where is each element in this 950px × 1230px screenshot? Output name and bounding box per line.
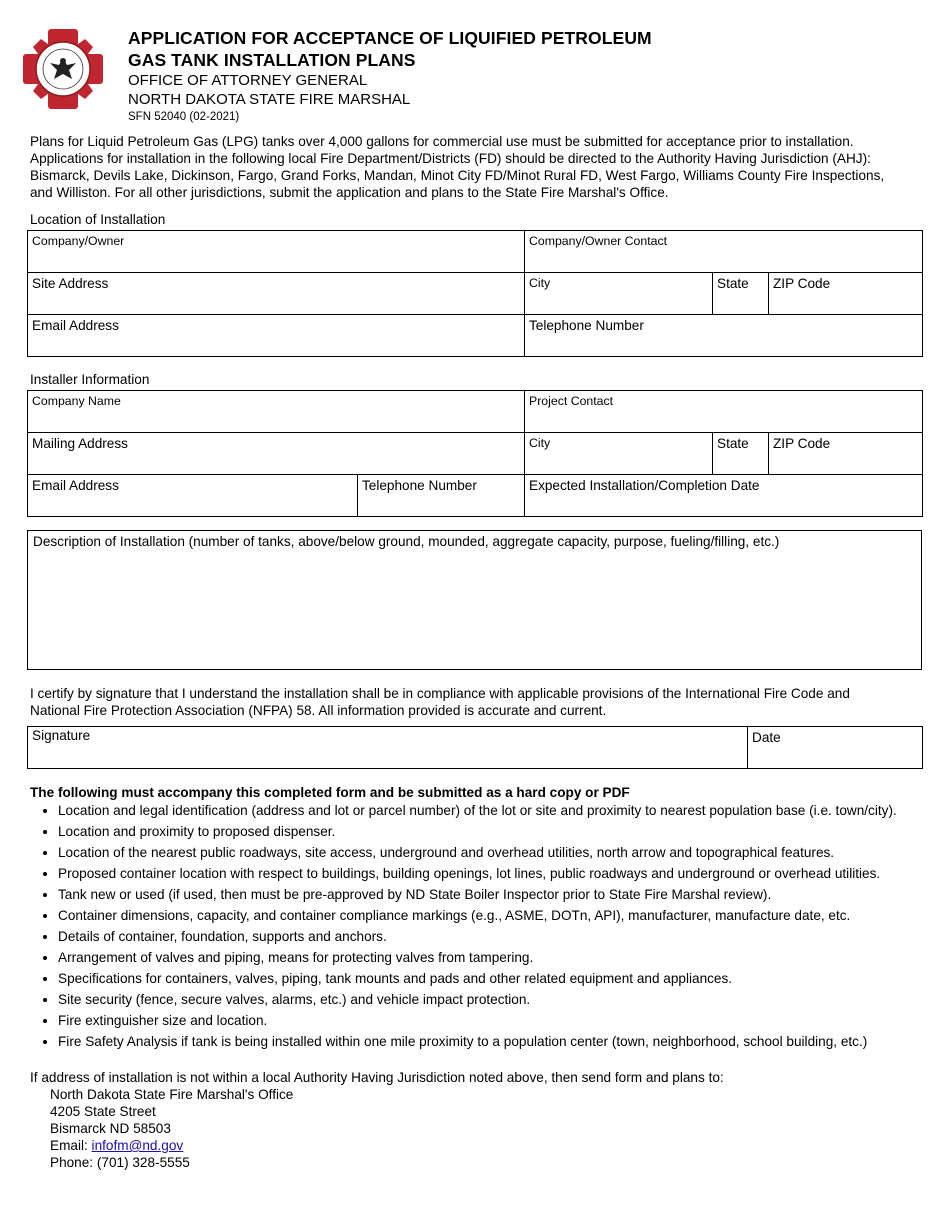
- mailing-address-field: [28, 433, 525, 475]
- intro-line: Applications for installation in the following local Fire Department/Districts (FD) should be directed to the Authority Having Jurisdiction (AHJ):: [30, 151, 871, 166]
- company-owner-contact-field: [525, 231, 923, 273]
- installer-state-input[interactable]: [717, 453, 764, 468]
- mailing-address-block: [50, 1086, 293, 1171]
- location-telephone-field: [525, 315, 923, 357]
- zip-label: ZIP Code: [773, 436, 831, 451]
- form-number: SFN 52040 (02-2021): [128, 111, 240, 123]
- intro-paragraph: [30, 133, 930, 201]
- requirement-item: • Location and legal identification (address and lot or parcel number) of the lot or site and proximity to nearest population base (i.e. town/city).: [58, 802, 950, 823]
- telephone-label: Telephone Number: [362, 478, 477, 493]
- requirement-item: • Arrangement of valves and piping, means for protecting valves from tampering.: [58, 949, 950, 970]
- location-table: [27, 230, 923, 357]
- mailing-street: 4205 State Street: [50, 1104, 156, 1119]
- form-title-line-2: GAS TANK INSTALLATION PLANS: [128, 50, 416, 70]
- state-label: State: [717, 276, 749, 291]
- installer-section-heading: Installer Information: [30, 372, 150, 387]
- telephone-label: Telephone Number: [529, 318, 644, 333]
- installer-telephone-field: [358, 475, 525, 517]
- requirement-item: • Site security (fence, secure valves, alarms, etc.) and vehicle impact protection.: [58, 991, 950, 1012]
- requirement-item: • Details of container, foundation, supports and anchors.: [58, 928, 950, 949]
- intro-line: and Williston. For all other jurisdictions, submit the application and plans to the State Fire Marshal's Office.: [30, 185, 669, 200]
- site-address-field: [28, 273, 525, 315]
- mailing-office: North Dakota State Fire Marshal's Office: [50, 1087, 294, 1102]
- installer-table: [27, 390, 923, 517]
- mailing-city: Bismarck ND 58503: [50, 1121, 171, 1136]
- location-state-input[interactable]: [717, 293, 764, 308]
- requirement-item: • Fire extinguisher size and location.: [58, 1012, 950, 1033]
- intro-line: Plans for Liquid Petroleum Gas (LPG) tanks over 4,000 gallons for commercial use must be submitted for acceptance prior to installation.: [30, 134, 854, 149]
- project-contact-input[interactable]: [529, 410, 918, 425]
- requirements-heading: The following must accompany this completed form and be submitted as a hard copy or PDF: [30, 785, 630, 800]
- expected-date-label: Expected Installation/Completion Date: [529, 478, 760, 493]
- marshal-name: NORTH DAKOTA STATE FIRE MARSHAL: [128, 91, 411, 108]
- form-title-line-1: APPLICATION FOR ACCEPTANCE OF LIQUIFIED PETROLEUM: [128, 28, 652, 48]
- mailing-phone: Phone: (701) 328-5555: [50, 1155, 190, 1170]
- location-city-field: [525, 273, 713, 315]
- fire-marshal-seal-logo: [19, 25, 107, 113]
- requirement-item: • Tank new or used (if used, then must be pre-approved by ND State Boiler Inspector prior to State Fire Marshal review).: [58, 886, 950, 907]
- location-telephone-input[interactable]: [529, 335, 918, 350]
- project-contact-label: Project Contact: [529, 394, 614, 408]
- date-input[interactable]: [752, 747, 918, 762]
- requirement-item: • Location of the nearest public roadways, site access, underground and overhead utilities, north arrow and topographical features.: [58, 844, 950, 865]
- company-owner-contact-label: Company/Owner Contact: [529, 234, 668, 248]
- installer-email-field: [28, 475, 358, 517]
- company-owner-input[interactable]: [32, 250, 520, 265]
- certify-line: National Fire Protection Association (NFPA) 58. All information provided is accurate and current.: [30, 703, 607, 718]
- email-link[interactable]: infofm@nd.gov: [91, 1138, 184, 1153]
- location-zip-field: [769, 273, 923, 315]
- installer-city-field: [525, 433, 713, 475]
- company-owner-field: [28, 231, 525, 273]
- requirement-item: • Specifications for containers, valves, piping, tank mounts and pads and other related equipment and appliances.: [58, 970, 950, 991]
- zip-label: ZIP Code: [773, 276, 831, 291]
- email-label: Email Address: [32, 478, 119, 493]
- signature-table: [27, 726, 923, 769]
- site-address-input[interactable]: [32, 293, 520, 308]
- requirement-item: • Proposed container location with respect to buildings, building openings, lot lines, public roadways and underground or overhead utilities.: [58, 865, 950, 886]
- city-label: City: [529, 276, 551, 290]
- office-name: OFFICE OF ATTORNEY GENERAL: [128, 72, 368, 89]
- email-label: Email:: [50, 1138, 92, 1153]
- location-state-field: [713, 273, 769, 315]
- expected-date-input[interactable]: [529, 495, 918, 510]
- site-address-label: Site Address: [32, 276, 109, 291]
- installer-zip-field: [769, 433, 923, 475]
- signature-field: [28, 727, 748, 769]
- location-section-heading: Location of Installation: [30, 212, 166, 227]
- state-label: State: [717, 436, 749, 451]
- description-label: Description of Installation (number of tanks, above/below ground, mounded, aggregate capacity, purpose, fueling/filling, etc.): [33, 534, 780, 549]
- company-name-label: Company Name: [32, 394, 121, 408]
- location-email-input[interactable]: [32, 335, 520, 350]
- location-city-input[interactable]: [529, 292, 708, 307]
- location-email-field: [28, 315, 525, 357]
- installer-company-input[interactable]: [32, 410, 520, 425]
- requirement-item: • Container dimensions, capacity, and container compliance markings (e.g., ASME, DOTn, API), manufacturer, manufacture date, etc.: [58, 907, 950, 928]
- email-label: Email Address: [32, 318, 119, 333]
- installer-company-field: [28, 391, 525, 433]
- date-field: [748, 727, 923, 769]
- description-box: [27, 530, 922, 670]
- description-textarea[interactable]: [33, 549, 920, 663]
- mailing-address-label: Mailing Address: [32, 436, 128, 451]
- mailing-email-line: [50, 1137, 293, 1154]
- location-zip-input[interactable]: [773, 293, 918, 308]
- installer-zip-input[interactable]: [773, 453, 918, 468]
- project-contact-field: [525, 391, 923, 433]
- installer-email-input[interactable]: [32, 495, 353, 510]
- installer-telephone-input[interactable]: [362, 495, 520, 510]
- installer-state-field: [713, 433, 769, 475]
- mailing-intro: If address of installation is not within a local Authority Having Jurisdiction noted above, then send form and plans to:: [30, 1070, 724, 1085]
- date-label: Date: [752, 730, 781, 745]
- requirements-list: [30, 802, 950, 1054]
- mailing-address-input[interactable]: [32, 453, 520, 468]
- certify-line: I certify by signature that I understand the installation shall be in compliance with applicable provisions of the International Fire Code and: [30, 686, 850, 701]
- installer-city-input[interactable]: [529, 452, 708, 467]
- requirement-item: • Location and proximity to proposed dispenser.: [58, 823, 950, 844]
- signature-input[interactable]: [32, 745, 743, 760]
- requirement-item: • Fire Safety Analysis if tank is being installed within one mile proximity to a population center (town, neighborhood, school building, etc.): [58, 1033, 950, 1054]
- city-label: City: [529, 436, 551, 450]
- company-owner-contact-input[interactable]: [529, 250, 918, 265]
- certification-text: [30, 685, 930, 719]
- signature-label: Signature: [32, 728, 91, 743]
- expected-date-field: [525, 475, 923, 517]
- intro-line: Bismarck, Devils Lake, Dickinson, Fargo, Grand Forks, Mandan, Minot City FD/Minot Rural FD, West Fargo, Williams County Fire Inspections,: [30, 168, 885, 183]
- company-owner-label: Company/Owner: [32, 234, 125, 248]
